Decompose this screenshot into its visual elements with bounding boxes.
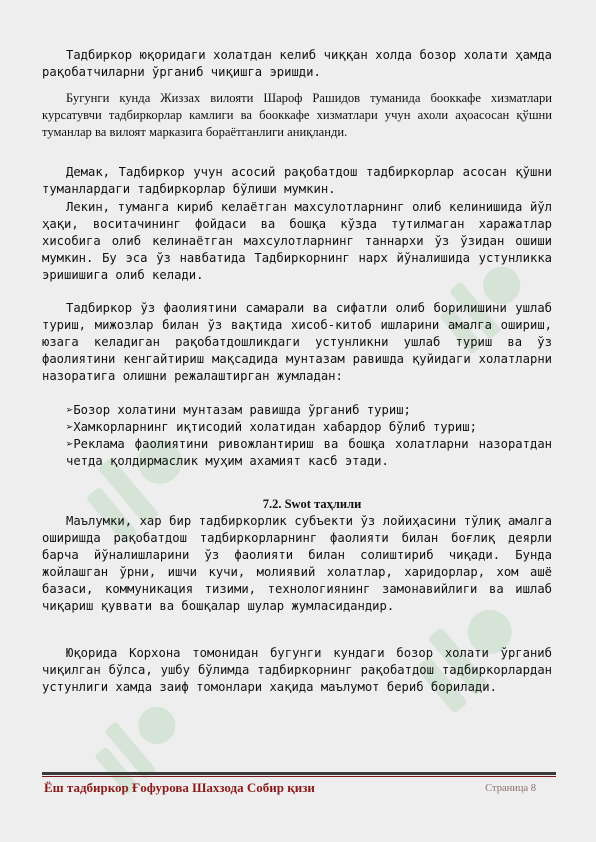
bullet-item: ➢Бозор холатини мунтазам равишда ўрганиб туриш; — [66, 403, 411, 417]
arrow-bullet-icon: ➢ — [66, 403, 74, 417]
paragraph-activity-goals: Тадбиркор ўз фаолиятини самарали ва сифатли олиб борилишини ушлаб туриш, мижозлар билан ўз вақтида хисоб-китоб ишларини амалга ошириш, юзага келадиган рақобатдошликдаги устунликни ушлаб туриш ва ўз фаолиятини кенгайтириш мақсадида мунтазам равишда қуйидаги холатларни назоратига олишни режалаштирган жумладан: — [42, 301, 552, 383]
paragraph-market-status: Тадбиркор юқоридаги холатдан келиб чиққан холда бозор холати ҳамда рақобатчиларни ўрганиб чиқишга эришди. — [42, 48, 552, 79]
arrow-bullet-icon: ➢ — [66, 437, 74, 451]
page-number: Страница 8 — [485, 783, 536, 794]
bullet-list — [42, 402, 552, 470]
arrow-bullet-icon: ➢ — [66, 420, 74, 434]
section-title: 7.2. Swot таҳлили — [262, 497, 362, 511]
bullet-item: ➢Реклама фаолиятини ривожлантириш ва бошқа холатларни назоратдан четда қолдирмаслик муҳим ахамият касб этади. — [66, 437, 552, 468]
paragraph-bookcafe-finding: Бугунги кунда Жиззах вилояти Шароф Рашидов туманида бооккафе хизматлари курсатувчи тадбиркорлар камлиги ва бооккафе хизматлари учун ахоли аҳоасосан қўшни туманлар ва вилоят марказига бораётганлиги аниқланди. — [42, 91, 552, 139]
footer-divider — [42, 772, 556, 775]
footer-divider-accent — [42, 776, 556, 777]
paragraph-cost-advantage: Лекин, туманга кириб келаётган махсулотларнинг олиб келинишида йўл ҳақи, воситачининг фойдаси ва бошқа кўзда тутилмаган харажатлар хисобига олиб келинаётган махсулотларнинг таннархи ўз ўзидан ошиши мумкин. Бу эса ўз навбатида Тадбиркорнинг нарх йўналишида устунликка эришишига олиб келади. — [42, 200, 552, 282]
paragraph-section-summary: Юқорида Корхона томонидан бугунги кундаги бозор холати ўрганиб чиқилган бўлса, ушбу бўлимда тадбиркорнинг рақобатдош тадбиркорлардан устунлиги хамда заиф томонлари хақида маълумот бериб борилади. — [42, 646, 552, 694]
paragraph-competitors: Демак, Тадбиркор учун асосий рақобатдош тадбиркорлар асосан қўшни туманлардаги тадбиркорлар бўлиши мумкин. — [42, 165, 552, 196]
bullet-item: ➢Хамкорларнинг иқтисодий холатидан хабардор бўлиб туриш; — [66, 420, 477, 434]
footer-author: Ёш тадбиркор Ғофурова Шахзода Собир қизи — [44, 780, 315, 795]
paragraph-swot-intro: Маълумки, хар бир тадбиркорлик субъекти ўз лойиҳасини тўлиқ амалга оширишда рақобатдош тадбиркорларнинг фаолияти билан боғлиқ деярли барча йўналишларини ўз фаолияти билан солиштириб чиқади. Бунда жойлашган ўрни, ишчи кучи, молиявий холатлар, харидорлар, хом ашё базаси, коммуникация тизими, технологиянинг замонавийлиги ва ишлаб чиқариш қуввати ва бошқалар шулар жумласидандир. — [42, 514, 552, 613]
